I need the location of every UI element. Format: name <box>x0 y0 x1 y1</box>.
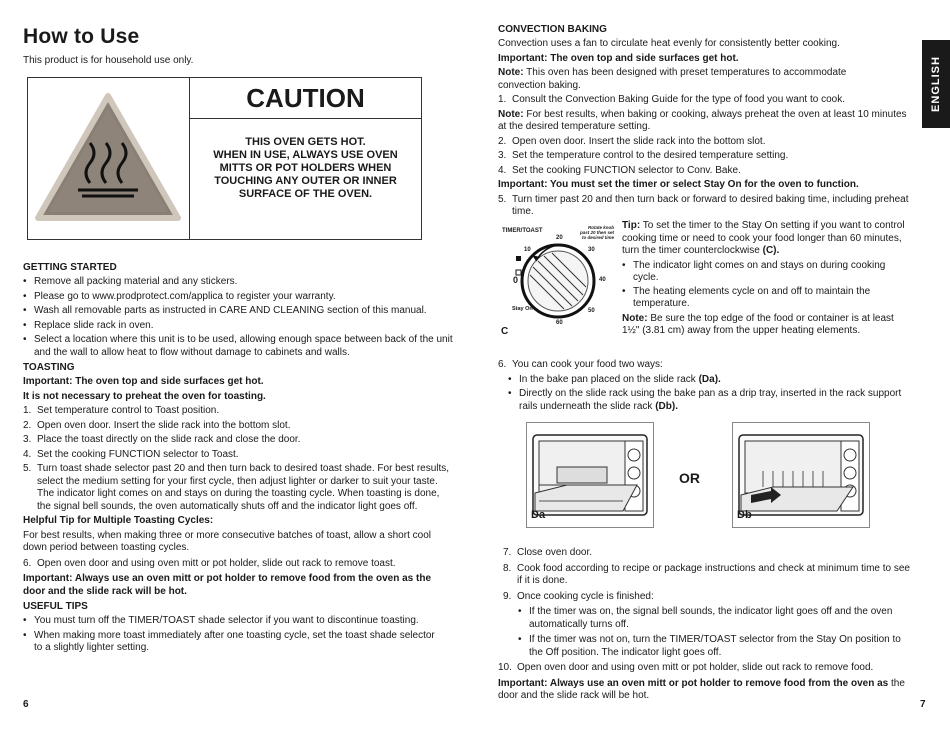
list-item: 10. Open oven door and using oven mitt or pot holder, slide out rack to remove food. <box>498 662 874 673</box>
list-item: • When making more toast immediately after one toasting cycle, set the toast shade selector to a slightly lighter setting. <box>23 630 455 655</box>
convection-heading: CONVECTION BAKING <box>498 24 607 35</box>
intro-text: Convection uses a fan to circulate heat evenly for consistently better cooking. <box>498 38 840 49</box>
list-item: • Directly on the slide rack using the bake pan as a drip tray, inserted in the rack support rails underneath the slide rack (Db). <box>508 388 912 413</box>
list-item: 3. Place the toast directly on the slide rack and close the door. <box>23 434 301 445</box>
list-item: 8. Cook food according to recipe or package instructions and check at minimum time to see if it is done. <box>503 562 910 586</box>
important-note: Important: Always use an oven mitt or pot holder to remove food from the oven as the door and the slide rack will be hot. <box>498 677 905 701</box>
tip-block: Tip: To set the timer to the Stay On setting if you want to control cooking time or need to cook your food longer than 60 minutes, turn the timer counterclockwise (C). • The indicator light comes on and stays on during cooking cycle. • The heating elements cycle on and off to maintain the temperature. Note: Be sure the top edge of the food or container is at least 1½" (3.81 cm) away from the upper heating elements. <box>622 220 912 338</box>
list-item: 7. Close oven door. <box>503 547 593 558</box>
step-6-block <box>498 359 912 413</box>
list-item: • The heating elements cycle on and off to maintain the temperature. <box>622 286 912 311</box>
left-column <box>23 261 455 655</box>
tip-heading: Helpful Tip for Multiple Toasting Cycles: <box>23 515 214 526</box>
list-item: 2. Open oven door. Insert the slide rack into the bottom slot. <box>23 419 291 431</box>
oven-illustration-da <box>526 422 654 528</box>
language-tab: ENGLISH <box>922 40 950 128</box>
list-item: 4. Set the cooking FUNCTION selector to Conv. Bake. <box>498 164 741 176</box>
list-item: 2. Open oven door. Insert the slide rack into the bottom slot. <box>498 135 766 147</box>
page-number: 7 <box>920 699 926 710</box>
figure-label: Da <box>531 509 546 521</box>
dial-stay-on: Stay On <box>512 306 533 312</box>
list-item: 9. Once cooking cycle is finished: <box>503 590 654 602</box>
list-item: 6. You can cook your food two ways: <box>498 359 663 370</box>
list-item: 1. Set temperature control to Toast position. <box>23 405 220 416</box>
useful-tips-heading: USEFUL TIPS <box>23 601 88 612</box>
note-text: Note: This oven has been designed with preset temperatures to accommodate convection baking. <box>498 67 847 91</box>
dial-callout-letter: C <box>501 326 509 337</box>
dial-label: TIMER/TOAST <box>502 228 543 234</box>
list-item: 1. Consult the Convection Baking Guide for the type of food you want to cook. <box>498 94 845 105</box>
dial-tick: 10 <box>524 247 531 253</box>
list-item: 5. Turn toast shade selector past 20 and then turn back to desired toast shade. For best results, select the medium setting for your first cycle, then adjust lighter or darker to suit your taste. The indicator light comes on and stays on during the toasting cycle. When toasting is done, the signal bell sounds, the oven automatically shuts off and the indicator light goes off. <box>23 463 450 512</box>
list-item: • Please go to www.prodprotect.com/applica to register your warranty. <box>23 291 455 304</box>
dial-tick: 30 <box>588 247 595 253</box>
dial-tick: 60 <box>556 320 563 326</box>
dial-tick: 40 <box>599 277 606 283</box>
right-column-top <box>498 23 910 219</box>
dial-tick: 20 <box>556 235 563 241</box>
note-text: Note: For best results, when baking or cooking, always preheat the oven at least 10 minutes at the desired temperature setting. <box>498 108 907 132</box>
list-item: • Wash all removable parts as instructed in CARE AND CLEANING section of this manual. <box>23 305 455 318</box>
list-item: 6. Open oven door and using oven mitt or pot holder, slide out rack to remove toast. <box>23 557 396 569</box>
important-note: Important: You must set the timer or select Stay On for the oven to function. <box>498 179 859 190</box>
list-item: • Remove all packing material and any stickers. <box>23 276 455 289</box>
page-title: How to Use <box>23 25 140 48</box>
tip-text: For best results, when making three or more consecutive batches of toast, allow a short cool down period between toasting cycles. <box>23 529 431 553</box>
important-note: Important: The oven top and side surfaces get hot. <box>498 52 739 64</box>
right-column-bottom <box>498 547 912 703</box>
important-note: It is not necessary to preheat the oven for toasting. <box>23 390 266 402</box>
hot-surface-warning-icon <box>28 78 190 239</box>
page-number: 6 <box>23 699 29 710</box>
important-note: Important: Always use an oven mitt or pot holder to remove food from the oven as the door and the slide rack will be hot. <box>23 573 432 597</box>
list-item: 4. Set the cooking FUNCTION selector to Toast. <box>23 448 239 460</box>
list-item: • Replace slide rack in oven. <box>23 320 455 333</box>
list-item: 5. Turn timer past 20 and then turn back or forward to desired baking time, including preheat time. <box>498 193 909 217</box>
subtitle: This product is for household use only. <box>23 55 194 66</box>
list-item: • If the timer was on, the signal bell sounds, the indicator light goes off and the oven automatically turns off. <box>518 606 912 631</box>
timer-dial-illustration <box>498 221 616 341</box>
list-item: • The indicator light comes on and stays on during cooking cycle. <box>622 260 912 285</box>
dial-zero: 0 <box>513 275 519 285</box>
list-item: • If the timer was not on, turn the TIMER/TOAST selector from the Stay On position to the Off position. The indicator light goes off. <box>518 634 912 659</box>
figure-or: OR <box>679 470 700 486</box>
caution-heading: CAUTION <box>190 78 421 119</box>
list-item: 3. Set the temperature control to the desired temperature setting. <box>498 150 789 161</box>
important-note: Important: The oven top and side surfaces get hot. <box>23 376 264 387</box>
list-item: • You must turn off the TIMER/TOAST shade selector if you want to discontinue toasting. <box>23 615 455 628</box>
getting-started-heading: GETTING STARTED <box>23 262 117 273</box>
oven-illustration-db <box>732 422 870 528</box>
toasting-heading: TOASTING <box>23 362 75 373</box>
list-item: • In the bake pan placed on the slide rack (Da). <box>508 374 912 387</box>
figure-label: Db <box>737 509 752 521</box>
note-text: Note: Be sure the top edge of the food or container is at least 1½" (3.81 cm) away from the upper heating elements. <box>622 312 894 336</box>
list-item: • Select a location where this unit is to be used, allowing enough space between back of the unit and the wall to allow heat to flow without damage to cabinets and walls. <box>23 334 455 359</box>
dial-tick: 50 <box>588 308 595 314</box>
caution-text: THIS OVEN GETS HOT. WHEN IN USE, ALWAYS USE OVEN MITTS OR POT HOLDERS WHEN TOUCHING ANY OUTER OR INNER SURFACE OF THE OVEN. <box>213 136 398 200</box>
dial-note: Rotate knob past 20 then set to desired time <box>579 225 614 240</box>
caution-box <box>27 77 422 240</box>
